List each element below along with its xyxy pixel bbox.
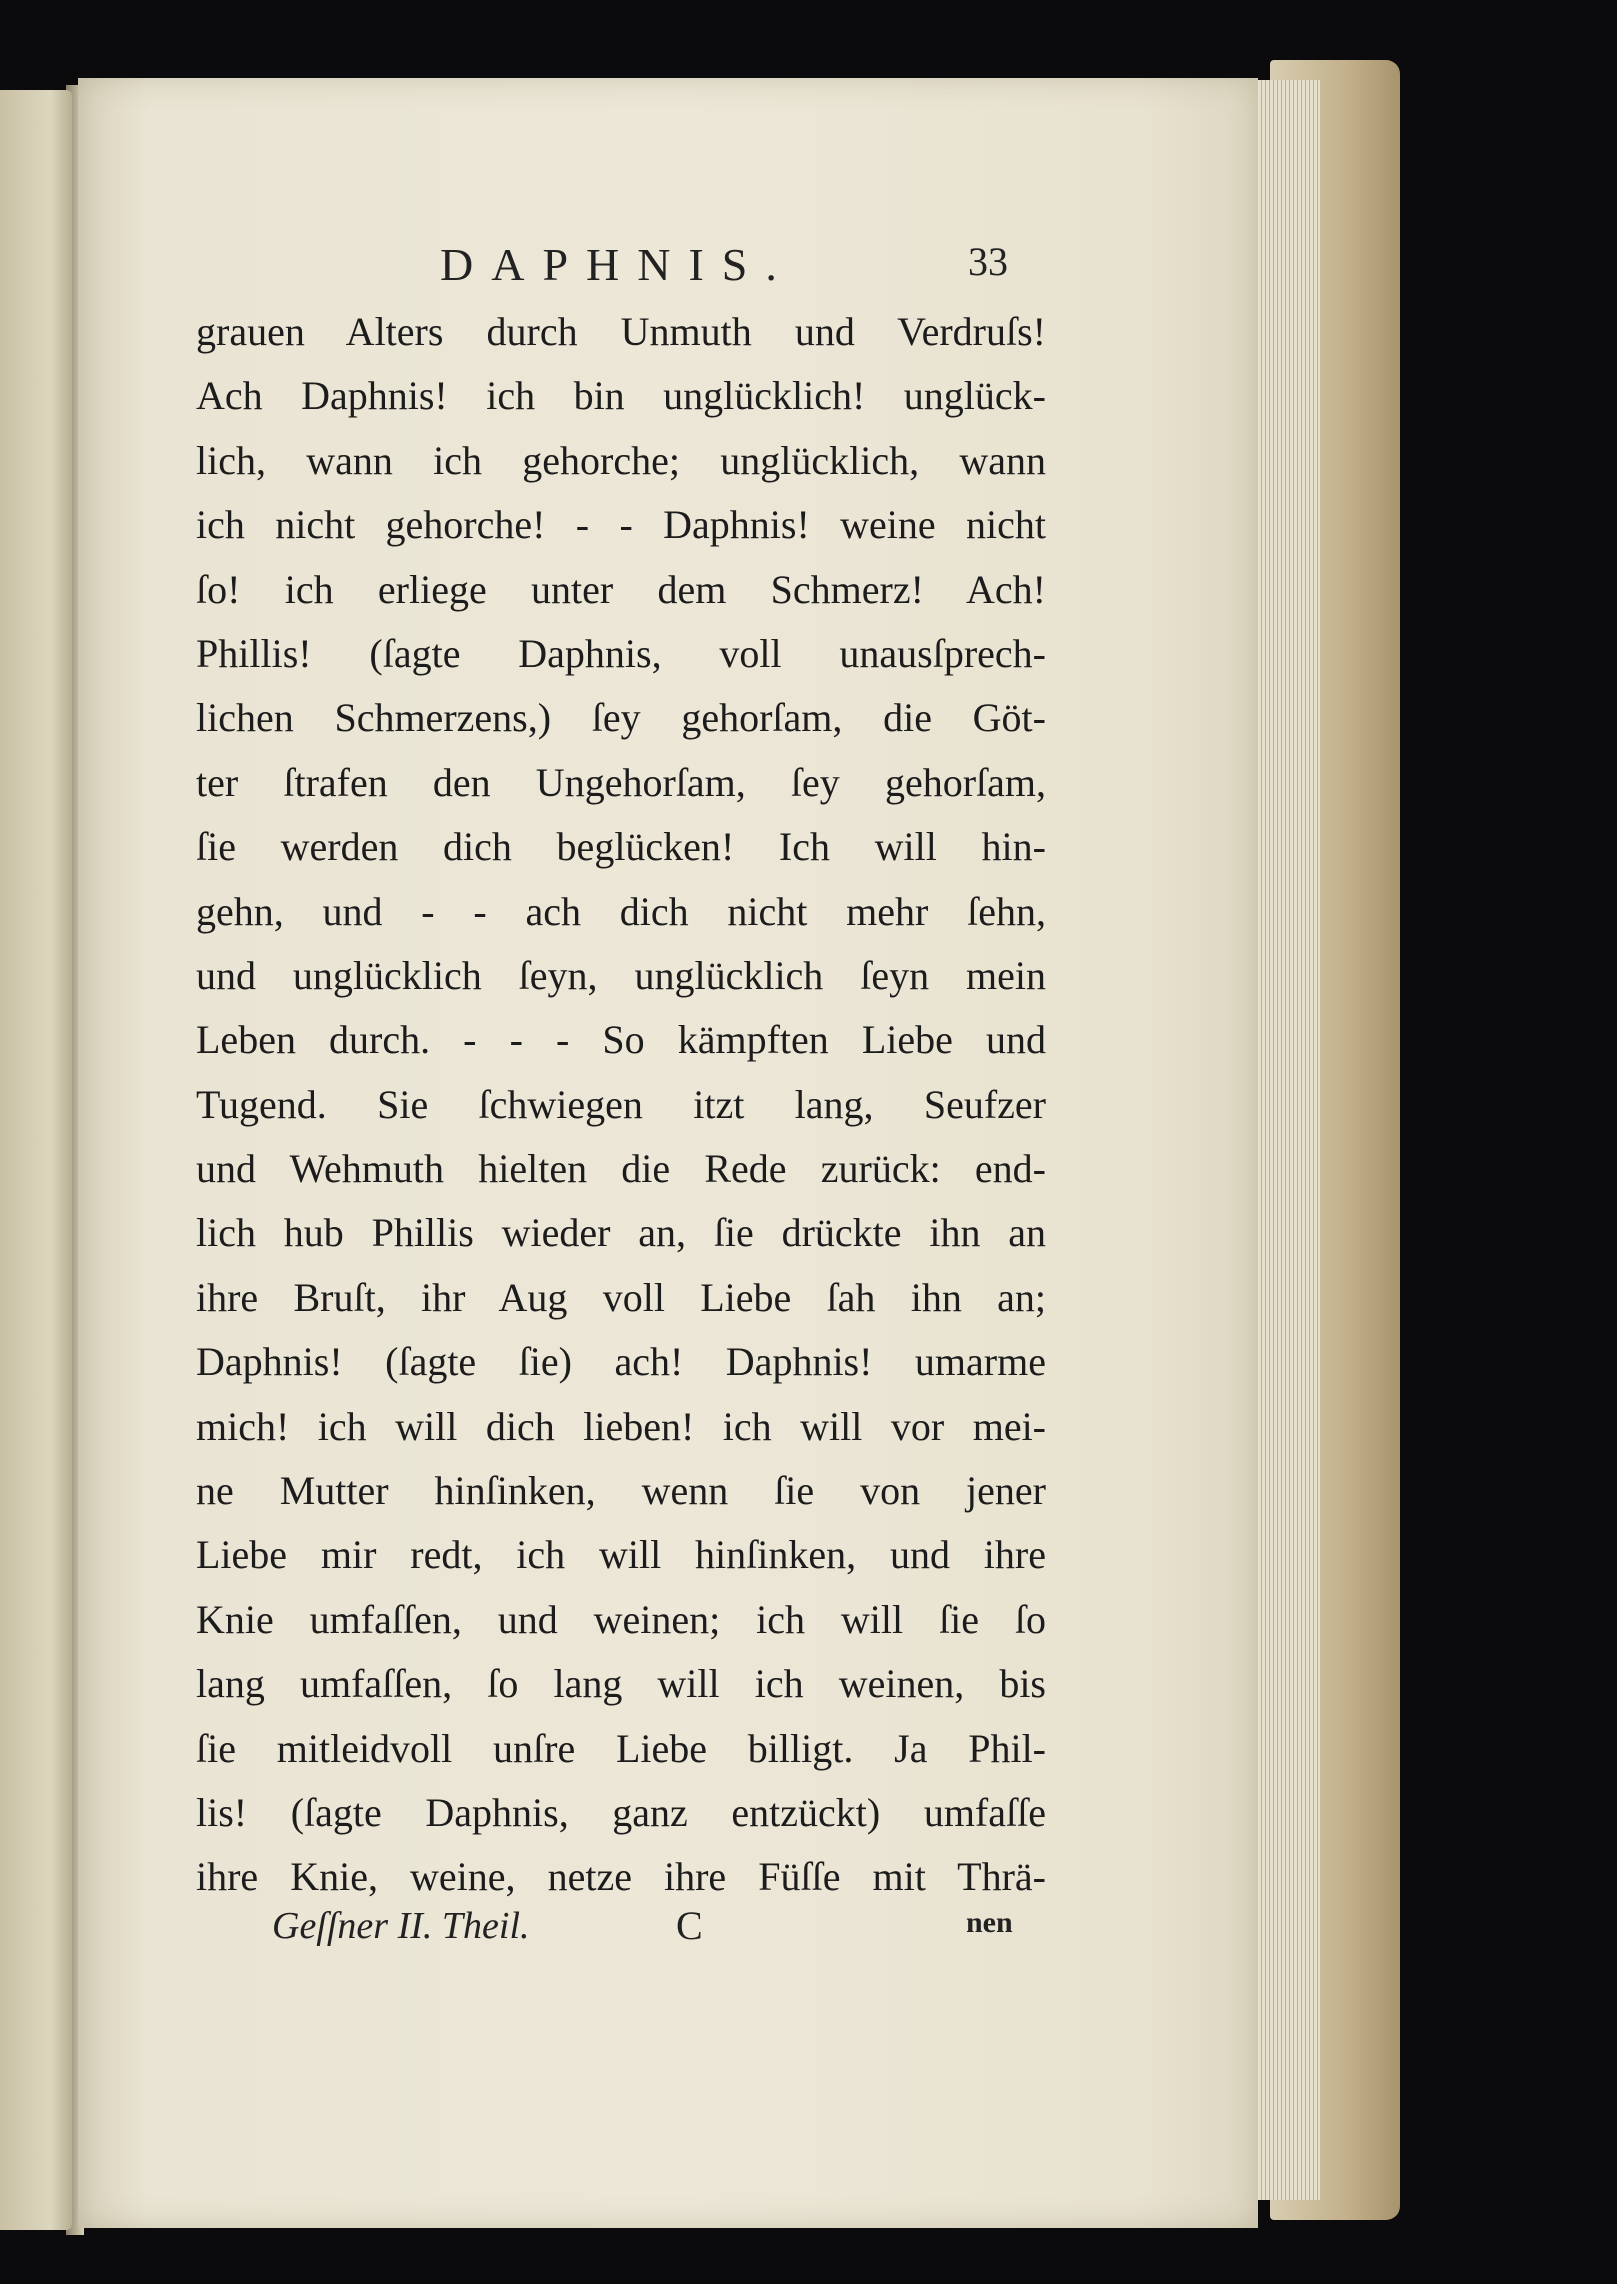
text-line: ne Mutter hinſinken, wenn ſie von jener <box>196 1468 1046 1514</box>
text-line: Leben durch. - - - So kämpften Liebe und <box>196 1017 1046 1063</box>
text-line: ich nicht gehorche! - - Daphnis! weine nicht <box>196 502 1046 548</box>
text-line: lang umfaſſen, ſo lang will ich weinen, bis <box>196 1661 1046 1707</box>
text-line: lis! (ſagte Daphnis, ganz entzückt) umfaſſe <box>196 1789 1046 1835</box>
text-line: ſie mitleidvoll unſre Liebe billigt. Ja Phil- <box>196 1725 1046 1771</box>
text-line: gehn, und - - ach dich nicht mehr ſehn, <box>196 888 1046 934</box>
page-stack-edge <box>1250 80 1320 2200</box>
text-line: grauen Alters durch Unmuth und Verdruſs! <box>196 309 1046 354</box>
text-line: Liebe mir redt, ich will hinſinken, und ihre <box>196 1532 1046 1578</box>
running-header: DAPHNIS. <box>440 239 795 290</box>
text-line: lichen Schmerzens,) ſey gehorſam, die Göt- <box>196 695 1046 741</box>
text-line: ſie werden dich beglücken! Ich will hin- <box>196 824 1046 870</box>
text-line: Daphnis! (ſagte ſie) ach! Daphnis! umarme <box>196 1339 1046 1385</box>
page-number: 33 <box>968 239 1008 284</box>
text-line: und unglücklich ſeyn, unglücklich ſeyn mein <box>196 952 1046 998</box>
text-line: ihre Bruſt, ihr Aug voll Liebe ſah ihn an; <box>196 1274 1046 1320</box>
body-text <box>196 300 1046 1910</box>
text-line: ihre Knie, weine, netze ihre Füſſe mit Thrä- <box>196 1854 1046 1900</box>
text-line: lich hub Phillis wieder an, ſie drückte ihn an <box>196 1210 1046 1256</box>
signature-mark: C <box>676 1903 703 1948</box>
text-line: und Wehmuth hielten die Rede zurück: end- <box>196 1146 1046 1192</box>
text-line: Tugend. Sie ſchwiegen itzt lang, Seufzer <box>196 1081 1046 1127</box>
catchword: nen <box>966 1906 1013 1939</box>
text-line: lich, wann ich gehorche; unglücklich, wann <box>196 437 1046 483</box>
signature-line: Geſſner II. Theil. <box>272 1905 530 1947</box>
text-line: ter ſtrafen den Ungehorſam, ſey gehorſam, <box>196 759 1046 805</box>
facing-page-edge <box>0 90 72 2230</box>
text-line: Phillis! (ſagte Daphnis, voll unausſprech- <box>196 630 1046 676</box>
text-line: ſo! ich erliege unter dem Schmerz! Ach! <box>196 566 1046 612</box>
text-line: Knie umfaſſen, und weinen; ich will ſie ſo <box>196 1596 1046 1642</box>
text-line: Ach Daphnis! ich bin unglücklich! unglück- <box>196 373 1046 419</box>
text-line: mich! ich will dich lieben! ich will vor mei- <box>196 1403 1046 1449</box>
